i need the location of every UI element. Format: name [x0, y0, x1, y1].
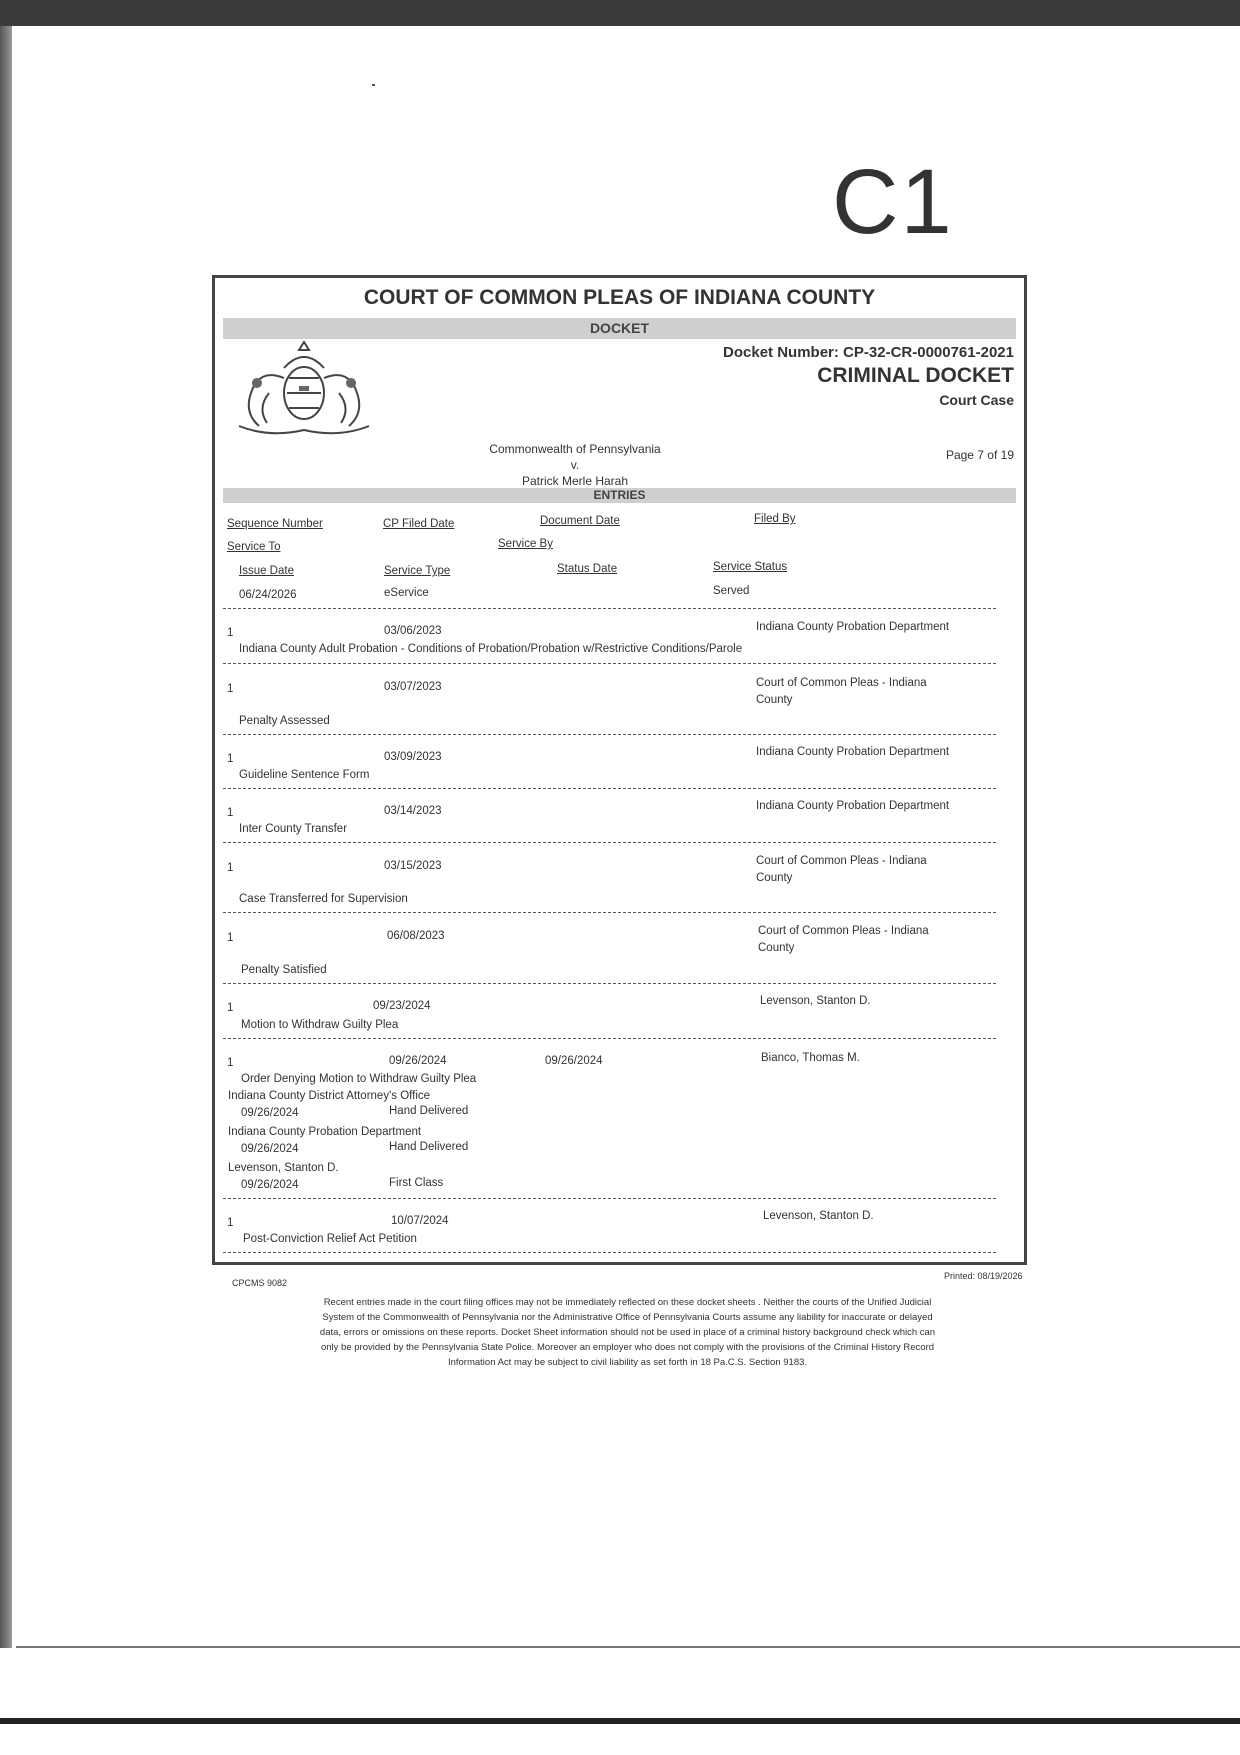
col-issue-date: Issue Date — [239, 565, 294, 577]
service-date: 09/26/2024 — [241, 1143, 299, 1155]
scan-speck — [372, 84, 375, 86]
entry-cp-filed: 03/06/2023 — [384, 625, 442, 637]
caption-plaintiff: Commonwealth of Pennsylvania — [489, 442, 661, 456]
docket-frame — [212, 275, 1027, 1265]
entry-seq: 1 — [227, 627, 234, 639]
entry-filed-by: Court of Common Pleas - Indiana — [758, 925, 929, 937]
entry-seq: 1 — [227, 862, 234, 874]
service-to: Indiana County Probation Department — [228, 1126, 422, 1138]
pennsylvania-seal-icon — [229, 338, 379, 438]
scan-shadow — [0, 26, 12, 1648]
entry-description: Post-Conviction Relief Act Petition — [243, 1233, 417, 1245]
row-divider — [223, 983, 996, 984]
col-cp-filed-date: CP Filed Date — [383, 518, 455, 530]
entry-cp-filed: 03/07/2023 — [384, 681, 442, 693]
entry-cp-filed: 09/26/2024 — [389, 1055, 447, 1067]
entry-filed-by: Indiana County Probation Department — [756, 800, 950, 812]
entry-document-date: 09/26/2024 — [545, 1055, 603, 1067]
first-service-status: Served — [713, 585, 750, 597]
entry-filed-by: Indiana County Probation Department — [756, 621, 950, 633]
row-divider — [223, 608, 996, 609]
first-service-type: eService — [384, 587, 429, 599]
entry-cp-filed: 03/15/2023 — [384, 860, 442, 872]
caption-versus: v. — [570, 458, 580, 472]
entry-seq: 1 — [227, 1217, 234, 1229]
entry-seq: 1 — [227, 683, 234, 695]
entry-description: Motion to Withdraw Guilty Plea — [241, 1019, 399, 1031]
entry-filed-by: Levenson, Stanton D. — [763, 1210, 874, 1222]
col-service-status: Service Status — [713, 561, 788, 573]
case-caption — [415, 441, 735, 489]
entry-description: Penalty Assessed — [239, 715, 330, 727]
entry-description: Guideline Sentence Form — [239, 769, 370, 781]
row-divider — [223, 842, 996, 843]
caption-defendant: Patrick Merle Harah — [521, 474, 629, 488]
entry-filed-by-2: County — [756, 694, 793, 706]
entry-cp-filed: 03/14/2023 — [384, 805, 442, 817]
disclaimer-line: data, errors or omissions on these reports. Docket Sheet information should not be used in place of a criminal history background check which can — [319, 1327, 936, 1338]
entry-cp-filed: 03/09/2023 — [384, 751, 442, 763]
entry-cp-filed: 10/07/2024 — [391, 1215, 449, 1227]
scan-bottom — [0, 1648, 1240, 1755]
service-to: Levenson, Stanton D. — [228, 1162, 339, 1174]
row-divider — [223, 788, 996, 789]
disclaimer — [285, 1295, 970, 1370]
entry-description: Order Denying Motion to Withdraw Guilty Plea — [241, 1073, 477, 1085]
disclaimer-line: only be provided by the Pennsylvania State Police. Moreover an employer who does not comply with the provisions of the Criminal History Record — [320, 1342, 935, 1353]
entry-filed-by-2: County — [756, 872, 793, 884]
first-issue-date: 06/24/2026 — [239, 589, 297, 601]
row-divider — [223, 663, 996, 664]
disclaimer-line: Information Act may be subject to civil liability as set forth in 18 Pa.C.S. Section 9183. — [447, 1357, 808, 1368]
col-document-date: Document Date — [540, 515, 620, 527]
scan-edge-bottom — [0, 1718, 1240, 1724]
page-number: Page 7 of 19 — [945, 448, 1014, 462]
entry-seq: 1 — [227, 807, 234, 819]
docket-number: Docket Number: CP-32-CR-0000761-2021 — [723, 344, 1014, 361]
entry-seq: 1 — [227, 1002, 234, 1014]
row-divider — [223, 734, 996, 735]
row-divider — [223, 1038, 996, 1039]
service-type: Hand Delivered — [389, 1105, 469, 1117]
entry-seq: 1 — [227, 1057, 234, 1069]
entries-band: ENTRIES — [223, 488, 1016, 503]
service-type: First Class — [389, 1177, 444, 1189]
col-service-to: Service To — [227, 541, 281, 553]
row-divider — [223, 1252, 996, 1253]
service-date: 09/26/2024 — [241, 1107, 299, 1119]
row-divider — [223, 912, 996, 913]
entry-description: Case Transferred for Supervision — [239, 893, 408, 905]
entry-filed-by: Levenson, Stanton D. — [760, 995, 871, 1007]
entry-cp-filed: 09/23/2024 — [373, 1000, 431, 1012]
entry-filed-by-2: County — [758, 942, 795, 954]
col-status-date: Status Date — [557, 563, 618, 575]
form-code: CPCMS 9082 — [232, 1278, 288, 1288]
entry-description: Penalty Satisfied — [241, 964, 327, 976]
entry-seq: 1 — [227, 932, 234, 944]
entry-filed-by: Bianco, Thomas M. — [761, 1052, 860, 1064]
entry-filed-by: Court of Common Pleas - Indiana — [756, 855, 927, 867]
disclaimer-line: System of the Commonwealth of Pennsylvania nor the Administrative Office of Pennsylvania Courts assume any liability for inaccurate or delayed — [322, 1312, 933, 1323]
col-service-type: Service Type — [384, 565, 451, 577]
exhibit-stamp: C1 — [832, 151, 954, 253]
col-filed-by: Filed By — [754, 513, 796, 525]
entry-filed-by: Court of Common Pleas - Indiana — [756, 677, 927, 689]
printed-date: Printed: 08/19/2026 — [944, 1271, 1023, 1281]
court-title: COURT OF COMMON PLEAS OF INDIANA COUNTY — [363, 286, 876, 309]
entry-filed-by: Indiana County Probation Department — [756, 746, 950, 758]
entry-description: Indiana County Adult Probation - Conditions of Probation/Probation w/Restrictive Conditions/Parole — [239, 643, 743, 655]
service-to: Indiana County District Attorney's Office — [228, 1090, 431, 1102]
row-divider — [223, 1198, 996, 1199]
col-service-by: Service By — [498, 538, 553, 550]
docket-band: DOCKET — [223, 318, 1016, 339]
entry-cp-filed: 06/08/2023 — [387, 930, 445, 942]
docket-type: CRIMINAL DOCKET — [817, 364, 1014, 387]
service-date: 09/26/2024 — [241, 1179, 299, 1191]
disclaimer-line: Recent entries made in the court filing offices may not be immediately reflected on these docket sheets . Neither the courts of the Unified Judicial — [323, 1297, 932, 1308]
case-type: Court Case — [939, 392, 1014, 408]
col-sequence-number: Sequence Number — [227, 518, 323, 530]
entry-description: Inter County Transfer — [239, 823, 348, 835]
entry-seq: 1 — [227, 753, 234, 765]
service-type: Hand Delivered — [389, 1141, 469, 1153]
